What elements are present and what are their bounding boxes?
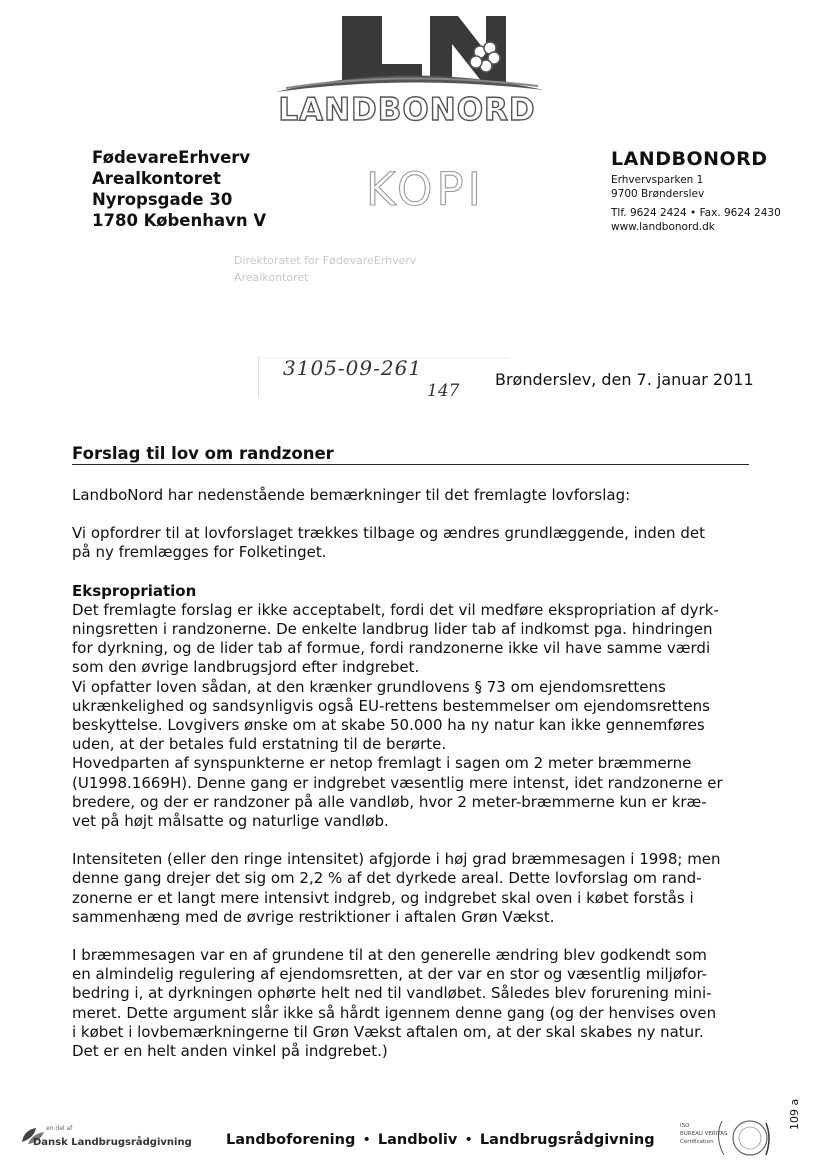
body-line: denne gang drejer det sig om 2,2 % af det dyrkede areal. Dette lovforslag om rand- — [72, 869, 702, 888]
intro-paragraph: LandboNord har nedenstående bemærkninger til det fremlagte lovforslag: — [72, 486, 631, 504]
kopi-stamp: KOPI — [366, 163, 485, 216]
sender-address2: 9700 Brønderslev — [611, 188, 705, 200]
body-line: beskyttelse. Lovgivers ønske om at skabe 50.000 ha ny natur kan ikke gennemføres — [72, 716, 705, 735]
recipient-address — [92, 147, 266, 231]
expropriation-section — [72, 582, 762, 832]
intensity-paragraph — [72, 850, 762, 927]
faded-stamp-line: Arealkontoret — [234, 271, 309, 284]
sender-address1: Erhvervsparken 1 — [611, 174, 704, 186]
body-line: (U1998.1669H). Denne gang er indgrebet væsentlig mere intenst, idet randzonerne er — [72, 773, 723, 792]
body-line: bredere, og der er randzoner på alle vandløb, hvor 2 meter-bræmmerne kun er kræ- — [72, 792, 707, 811]
recipient-line: FødevareErhverv — [92, 148, 251, 167]
journal-number: 3105-09-261 — [283, 356, 423, 380]
recipient-line: Arealkontoret — [92, 169, 221, 188]
body-line: Hovedparten af synspunkterne er netop fremlagt i sagen om 2 meter bræmmerne — [72, 754, 692, 773]
footer-separator: • — [464, 1132, 473, 1148]
cert-line: BUREAU VERITAS — [680, 1131, 728, 1137]
footer-item: Landboforening — [226, 1132, 356, 1148]
body-line: vet på højt målsatte og naturlige vandløb. — [72, 812, 389, 831]
faded-received-stamp — [234, 252, 416, 286]
faded-stamp-line: Direktoratet for FødevareErhverv — [234, 254, 417, 267]
body-line: bedring i, at dyrkningen ophørte helt ned til vandløbet. Således blev forurening mini- — [72, 984, 712, 1003]
case-paragraph — [72, 946, 762, 1061]
footer-center — [226, 1132, 655, 1148]
sender-web: www.landbonord.dk — [611, 221, 715, 233]
subject-rule — [72, 464, 749, 465]
journal-subnumber: 147 — [427, 381, 460, 401]
body-line: for dyrkning, og de lider tab af formue, fordi randzonerne ikke vil have samme værdi — [72, 639, 711, 658]
sender-phone-fax: Tlf. 9624 2424 • Fax. 9624 2430 — [611, 207, 781, 219]
body-line: uden, at der betales fuld erstatning til de berørte. — [72, 735, 447, 754]
recipient-line: 1780 København V — [92, 211, 267, 230]
letter-body — [72, 486, 762, 1061]
footer-separator: • — [362, 1132, 371, 1148]
body-line: zonerne er et langt mere intensivt indgreb, og indgrebet skal oven i købet forstås i — [72, 888, 694, 907]
sender-name: LANDBONORD — [611, 148, 768, 170]
body-line: meret. Dette argument slår ikke så hårdt igennem denne gang (og der henvises oven — [72, 1003, 717, 1022]
body-line: Det er en helt anden vinkel på indgrebet.) — [72, 1042, 388, 1061]
cert-line: Certification — [680, 1139, 714, 1145]
dateline: Brønderslev, den 7. januar 2011 — [495, 370, 754, 389]
sender-details — [611, 173, 781, 234]
body-line: I bræmmesagen var en af grundene til at den generelle ændring blev godkendt som — [72, 946, 707, 965]
body-line: Vi opfatter loven sådan, at den krænker grundlovens § 73 om ejendomsrettens — [72, 677, 666, 696]
subject-heading: Forslag til lov om randzoner — [72, 444, 334, 463]
footer-left-name: Dansk Landbrugsrådgivning — [33, 1137, 192, 1148]
request-paragraph — [72, 524, 762, 562]
body-line: som den øvrige landbrugsjord efter indgrebet. — [72, 658, 420, 677]
body-line: Det fremlagte forslag er ikke acceptabelt, fordi det vil medføre ekspropriation af dyrk- — [72, 600, 719, 619]
body-line: ningsretten i randzonerne. De enkelte landbrug lider tab af indkomst pga. hindringen — [72, 620, 713, 639]
footer-left-small: en del af — [46, 1125, 73, 1132]
body-line: sammenhæng med de øvrige restriktioner i aftalen Grøn Vækst. — [72, 907, 555, 926]
cert-line: ISO — [680, 1123, 690, 1129]
body-line: Vi opfordrer til at lovforslaget trækkes tilbage og ændres grundlæggende, inden det — [72, 524, 705, 543]
section-heading: Ekspropriation — [72, 581, 197, 600]
body-line: på ny fremlægges for Folketinget. — [72, 543, 327, 562]
page-code: 109 a — [788, 1098, 801, 1130]
logo-wordmark: LANDBONORD — [278, 92, 536, 128]
footer-item: Landbrugsrådgivning — [479, 1132, 655, 1148]
body-line: i købet i lovbemærkningerne til Grøn Vækst aftalen om, at der skal skabes ny natur. — [72, 1022, 704, 1041]
body-line: Intensiteten (eller den ringe intensitet) afgjorde i høj grad bræmmesagen i 1998; men — [72, 850, 721, 869]
certification-text — [680, 1122, 728, 1146]
footer-item: Landboliv — [377, 1132, 458, 1148]
recipient-line: Nyropsgade 30 — [92, 190, 233, 209]
body-line: en almindelig regulering af ejendomsretten, at der var en stor og væsentlig miljøfor- — [72, 965, 708, 984]
body-line: ukrænkelighed og sandsynligvis også EU-rettens bestemmelser om ejendomsrettens — [72, 696, 710, 715]
